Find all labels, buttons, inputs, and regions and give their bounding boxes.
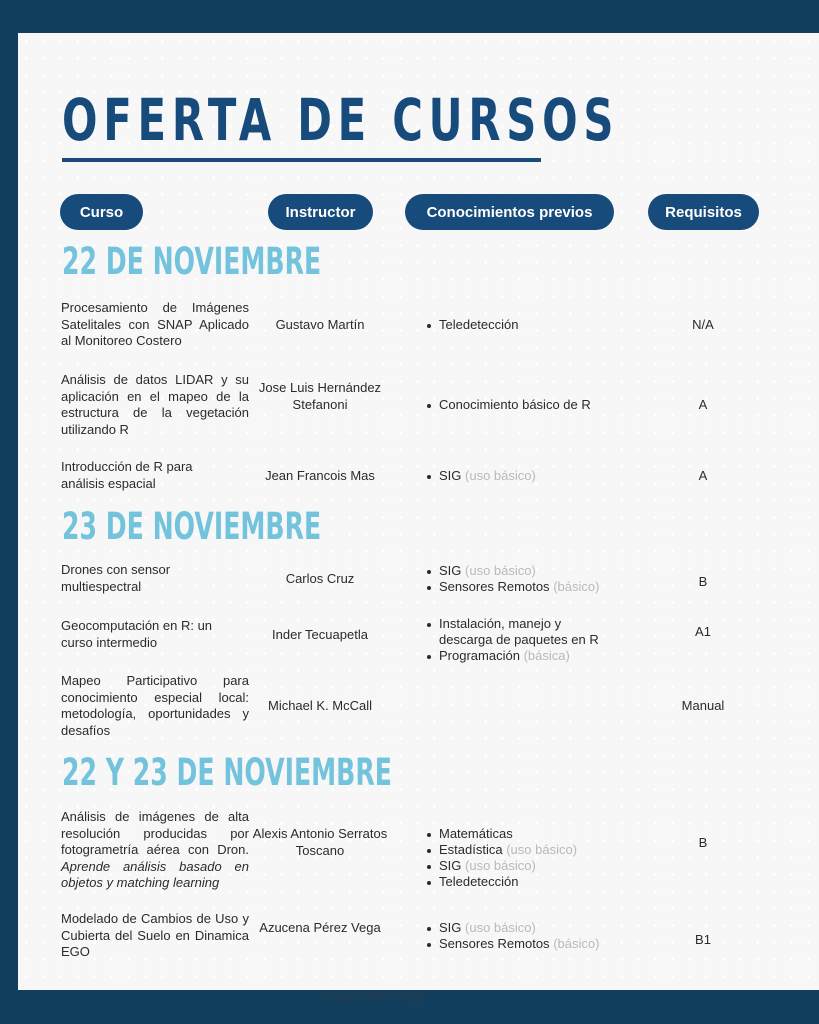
knowledge-list bbox=[425, 616, 605, 664]
knowledge-note: (básico) bbox=[553, 936, 600, 951]
header-course: Curso bbox=[60, 194, 143, 230]
course-title: Geocomputación en R: un curso intermedio bbox=[61, 618, 213, 650]
course-title-main: Análisis de imágenes de alta resolución producidas por fotogrametría aérea con Dron. bbox=[61, 809, 249, 857]
knowledge-text: SIG bbox=[439, 858, 462, 873]
knowledge-item bbox=[425, 826, 635, 842]
header-requirements: Requisitos bbox=[648, 194, 759, 230]
knowledge-text: SIG bbox=[439, 920, 462, 935]
header-instructor: Instructor bbox=[268, 194, 373, 230]
course-instructor: Jean Francois Mas bbox=[265, 468, 375, 483]
course-instructor: Inder Tecuapetla bbox=[272, 627, 368, 642]
course-requirement: A bbox=[698, 397, 708, 412]
knowledge-text: Teledetección bbox=[439, 874, 519, 889]
knowledge-text: Sensores Remotos bbox=[439, 936, 550, 951]
course-requirement: B bbox=[698, 574, 708, 589]
knowledge-item bbox=[425, 920, 635, 936]
course-title: Procesamiento de Imágenes Satelitales con SNAP Aplicado al Monitoreo Costero bbox=[61, 300, 249, 348]
knowledge-text: Programación bbox=[439, 648, 520, 663]
knowledge-note: (uso básico) bbox=[465, 563, 536, 578]
course-instructor: Michael K. McCall bbox=[267, 698, 373, 713]
knowledge-text: Instalación, manejo y descarga de paquetes en R bbox=[439, 616, 599, 647]
knowledge-list bbox=[425, 468, 635, 484]
knowledge-item bbox=[425, 648, 605, 664]
knowledge-note: (básico) bbox=[553, 579, 600, 594]
knowledge-list bbox=[425, 317, 635, 333]
knowledge-text: Matemáticas bbox=[439, 826, 513, 841]
course-instructor: Jose Luis Hernández Stefanoni bbox=[258, 380, 382, 412]
course-requirement: N/A bbox=[692, 317, 714, 332]
knowledge-note: (uso básico) bbox=[465, 858, 536, 873]
knowledge-note: (uso básico) bbox=[465, 920, 536, 935]
course-title: Introducción de R para análisis espacial bbox=[61, 459, 193, 491]
knowledge-item bbox=[425, 317, 635, 333]
course-knowledge bbox=[425, 920, 635, 952]
date-heading: 22 Y 23 DE NOVIEMBRE bbox=[62, 751, 392, 794]
course-instructor: Gustavo Martín bbox=[275, 317, 365, 332]
course-instructor: Azucena Pérez Vega bbox=[259, 920, 381, 935]
knowledge-item bbox=[425, 468, 635, 484]
course-offer-card bbox=[18, 33, 819, 990]
date-heading: 22 DE NOVIEMBRE bbox=[62, 240, 322, 283]
course-requirement: A1 bbox=[695, 624, 711, 639]
knowledge-note: (uso básico) bbox=[506, 842, 578, 857]
header-prior-knowledge: Conocimientos previos bbox=[405, 194, 614, 230]
knowledge-item bbox=[425, 579, 635, 595]
course-knowledge bbox=[425, 563, 635, 595]
knowledge-item bbox=[425, 874, 635, 890]
course-requirement: B bbox=[698, 835, 708, 850]
knowledge-item bbox=[425, 616, 605, 648]
course-instructor: Alexis Antonio Serratos Toscano bbox=[252, 826, 388, 858]
knowledge-item bbox=[425, 858, 635, 874]
course-subtitle: Aprende análisis basado en objetos y matching learning bbox=[61, 858, 249, 890]
course-knowledge bbox=[425, 317, 635, 333]
knowledge-text: Teledetección bbox=[439, 317, 519, 332]
knowledge-text: Conocimiento básico de R bbox=[439, 397, 591, 412]
course-instructor: Carlos Cruz bbox=[285, 571, 355, 586]
course-requirement: A bbox=[698, 468, 708, 483]
knowledge-item bbox=[425, 563, 635, 579]
course-requirement: Manual bbox=[681, 698, 725, 713]
knowledge-text: SIG bbox=[439, 563, 462, 578]
knowledge-item bbox=[425, 936, 635, 952]
knowledge-list bbox=[425, 826, 635, 890]
page-title: OFERTA DE CURSOS bbox=[62, 86, 620, 154]
knowledge-note: (básica) bbox=[523, 648, 570, 663]
knowledge-text: Sensores Remotos bbox=[439, 579, 550, 594]
knowledge-item bbox=[425, 397, 635, 413]
course-title bbox=[61, 809, 249, 892]
footer-credit: Azucena Pérez Vega bbox=[322, 991, 425, 1003]
course-title: Análisis de datos LIDAR y su aplicación en el mapeo de la estructura de la vegetación utilizando R bbox=[61, 372, 249, 437]
course-knowledge bbox=[425, 616, 605, 664]
course-title: Mapeo Participativo para conocimiento especial local: metodología, oportunidades y desafíos bbox=[61, 673, 249, 738]
knowledge-list bbox=[425, 397, 635, 413]
course-requirement: B1 bbox=[695, 932, 711, 947]
course-knowledge bbox=[425, 397, 635, 413]
title-underline bbox=[62, 158, 541, 162]
course-knowledge bbox=[425, 468, 635, 484]
course-title: Modelado de Cambios de Uso y Cubierta del Suelo en Dinamica EGO bbox=[61, 911, 249, 959]
knowledge-list bbox=[425, 920, 635, 952]
knowledge-note: (uso básico) bbox=[465, 468, 536, 483]
course-knowledge bbox=[425, 826, 635, 890]
knowledge-item bbox=[425, 842, 635, 858]
date-heading: 23 DE NOVIEMBRE bbox=[62, 505, 322, 548]
knowledge-text: Estadística bbox=[439, 842, 503, 857]
knowledge-list bbox=[425, 563, 635, 595]
knowledge-text: SIG bbox=[439, 468, 462, 483]
course-title: Drones con sensor multiespectral bbox=[61, 562, 171, 594]
